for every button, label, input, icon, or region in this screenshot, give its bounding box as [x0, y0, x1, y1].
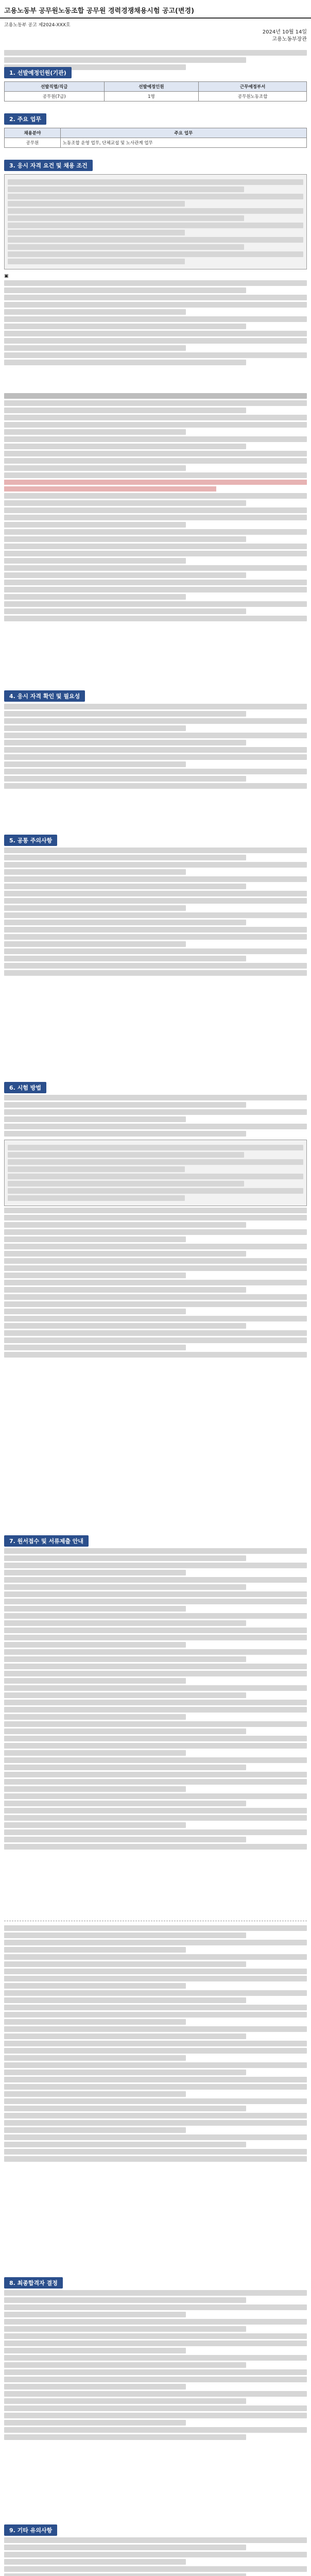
document-requirements — [4, 1917, 307, 2163]
section-other-notes — [4, 2524, 307, 2576]
section-title: 9. 기타 유의사항 — [4, 2524, 57, 2536]
section-title: 8. 최종합격자 결정 — [4, 2277, 63, 2289]
section-application — [4, 1535, 307, 1851]
section-eligibility — [4, 160, 307, 367]
section-final-selection — [4, 2277, 307, 2442]
section-title: 5. 공통 주의사항 — [4, 835, 57, 846]
table-row — [5, 92, 307, 101]
table-row — [5, 138, 307, 148]
section-hiring-positions — [4, 67, 307, 101]
section-title: 6. 시험 방법 — [4, 1082, 46, 1093]
table-cell: 1명 — [104, 92, 199, 101]
section-title: 3. 응시 자격 요건 및 채용 조건 — [4, 160, 93, 171]
table-header: 선발예정인원 — [104, 82, 199, 92]
table-cell: 노동조합 운영 업무, 단체교섭 및 노사관계 업무 — [60, 138, 306, 148]
notice-reference: 고용노동부 공고 제2024-XXX호 — [4, 23, 71, 28]
section-exam-method — [4, 1082, 307, 1359]
section-title: 4. 응시 자격 확인 및 필요성 — [4, 690, 85, 702]
section-common-notes — [4, 835, 307, 977]
section-title: 7. 원서접수 및 서류제출 안내 — [4, 1535, 89, 1547]
subheading: ▣ — [4, 274, 9, 279]
notice-meta — [0, 19, 311, 46]
section-qualification-check — [4, 690, 307, 790]
eligibility-box — [4, 174, 307, 269]
duties-table — [4, 128, 307, 148]
positions-table — [4, 81, 307, 101]
eligibility-details — [4, 392, 307, 623]
section-title: 2. 주요 업무 — [4, 113, 46, 125]
table-cell: 공무원(7급) — [5, 92, 105, 101]
page-title: 고용노동부 공무원노동조합 공무원 경력경쟁채용시험 공고(변경) — [0, 0, 311, 19]
table-header: 근무예정부서 — [199, 82, 307, 92]
notice-org: 고용노동부장관 — [272, 37, 307, 42]
exam-method-box — [4, 1140, 307, 1206]
table-cell: 공무원노동조합 — [199, 92, 307, 101]
section-title: 1. 선발예정인원(기관) — [4, 67, 72, 78]
table-header: 채용분야 — [5, 128, 61, 138]
table-header: 선발직렬/직급 — [5, 82, 105, 92]
table-cell: 공무원 — [5, 138, 61, 148]
notice-date: 2024년 10월 14일 — [262, 29, 307, 35]
table-header: 주요 업무 — [60, 128, 306, 138]
section-main-duties — [4, 113, 307, 148]
